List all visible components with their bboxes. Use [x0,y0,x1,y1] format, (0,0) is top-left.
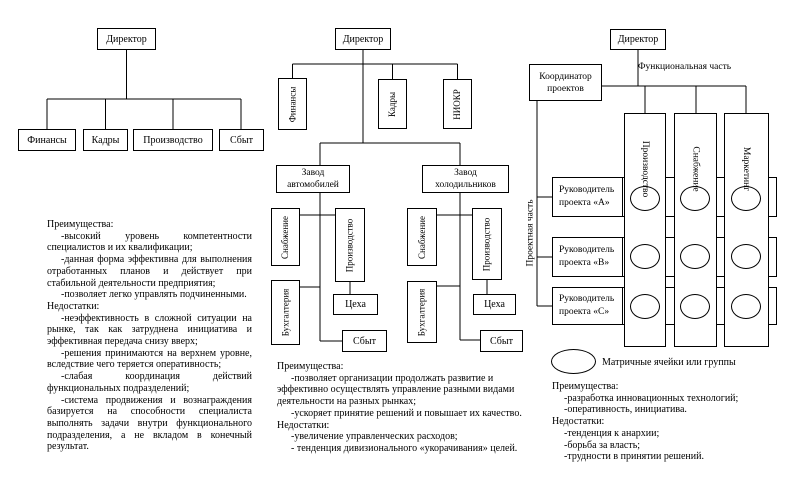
box-linear-director: Директор [97,28,156,50]
disadvantages-title: Недостатки: [552,416,605,428]
box-division-fridge-plant: Завод холодильников [422,165,509,193]
disadvantage-item: -тенденция к анархии; [564,427,660,439]
advantage-item: -позволяет легко управлять подчиненными. [61,289,247,301]
box-d2-sales: Сбыт [480,330,523,352]
matrix-cell [731,294,761,319]
advantage-item: -ускоряет принятие решений и повышает их качество. [291,407,522,419]
box-d1-shops: Цеха [333,294,378,315]
box-linear-sales: Сбыт [219,129,264,151]
disadvantage-item: -борьба за власть; [564,439,641,451]
matrix-cell [680,244,710,269]
disadvantages-title: Недостатки: [277,419,330,431]
advantage-item: -оперативность, инициатива. [564,404,687,416]
production-label: Производство [640,140,650,198]
box-divisional-rnd [443,79,472,129]
legend-ellipse [551,349,596,374]
matrix-cell [680,186,710,211]
matrix-cell [680,294,710,319]
box-linear-finance: Финансы [18,129,76,151]
box-d1-accounting [271,280,300,345]
disadvantage-item: -увеличение управленческих расходов; [291,431,458,443]
disadvantage-item: -система продвижения и вознаграждения базируется на способности специалиста выполнять задачи внутри функционального подразделения, а не вкладом в конечный результат. [47,394,252,453]
disadvantage-item: -неэффективность в сложной ситуации на рынке, так как затруднена инициатива и эффективная передача снизу вверх; [47,312,252,348]
notes-divisional [277,361,525,455]
matrix-cell [630,294,660,319]
box-d1-production [335,208,365,282]
box-linear-hr: Кадры [83,129,128,151]
disadvantage-item: - тенденция дивизионального «укорачивания» целей. [291,442,518,454]
box-project-coordinator: Координатор проектов [529,64,602,101]
advantage-item: -позволяет организации продолжать развитие и эффективно осуществлять управление разными видами деятельности на разных рынках; [277,372,515,408]
rnd-label: НИОКР [452,88,463,120]
box-division-auto-plant: Завод автомобилей [276,165,350,193]
project-manager-c: Руководитель проекта «С» [553,288,623,324]
legend-label: Матричные ячейки или группы [602,357,736,368]
advantages-title: Преимущества: [277,361,344,372]
marketing-label: Маркетинг [741,146,752,192]
finance-label: Финансы [287,86,298,122]
advantage-item: -высокий уровень компетентности специалистов и их квалификации; [47,230,252,254]
box-divisional-director: Директор [335,28,391,50]
functional-part-label: Функциональная часть [638,62,732,72]
matrix-cell [630,186,660,211]
project-manager-a: Руководитель проекта «А» [553,178,623,216]
box-d2-accounting [407,281,437,343]
box-d1-supply [271,208,300,266]
production-label: Производство [481,217,492,271]
advantages-title: Преимущества: [47,219,114,230]
project-manager-b: Руководитель проекта «В» [553,238,623,276]
notes-linear [47,219,252,453]
box-divisional-finance [278,78,307,130]
disadvantages-title: Недостатки: [47,300,100,312]
box-d2-supply [407,208,437,266]
accounting-label: Бухгалтерия [280,288,290,337]
advantage-item: -данная форма эффективна для выполнения отработанных планов и действует при стабильной деятельности предприятия; [47,254,252,289]
disadvantage-item: -решения принимаются на верхнем уровне, вследствие чего теряется оперативность; [47,347,252,371]
box-d2-shops: Цеха [473,294,516,315]
advantage-item: -разработка инновационных технологий; [564,392,739,404]
project-part-label: Проектная часть [526,199,537,267]
box-d2-production [472,208,502,280]
supply-label: Снабжение [416,215,427,259]
matrix-cell [731,186,761,211]
advantages-title: Преимущества: [552,381,619,392]
box-d1-sales: Сбыт [342,330,387,352]
production-label: Производство [344,218,355,272]
disadvantage-item: -слабая координация действий функциональных подразделений; [47,371,252,394]
accounting-label: Бухгалтерия [416,288,427,336]
box-linear-production: Производство [133,129,213,151]
matrix-cell [731,244,761,269]
disadvantage-item: -трудности в принятии решений. [564,451,704,463]
notes-matrix [552,381,786,463]
supply-label: Снабжение [690,146,701,192]
matrix-cell [630,244,660,269]
box-matrix-director: Директор [610,29,666,50]
box-divisional-hr [378,79,407,129]
hr-label: Кадры [386,91,397,117]
supply-label: Снабжение [280,215,291,259]
